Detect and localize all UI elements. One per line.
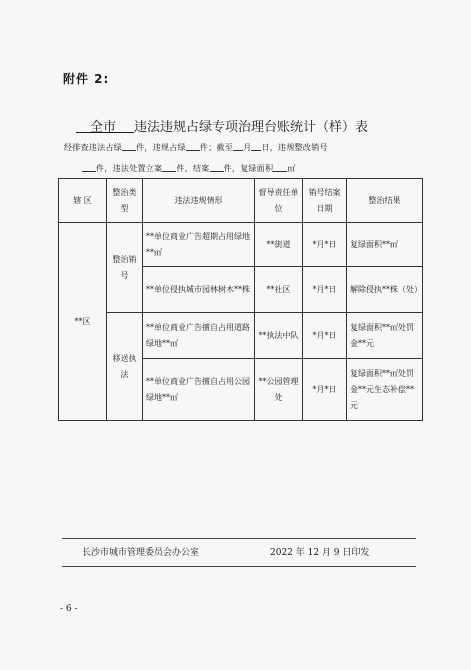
attachment-label: 附件 2: [63, 72, 110, 86]
header-date: 销号结案日期 [303, 179, 347, 223]
summary-text: 件，违规占绿 [136, 143, 186, 152]
summary-line-2 [82, 163, 442, 174]
type-cell-rectification: 整治销号 [107, 223, 143, 313]
fill-blank [210, 163, 224, 172]
header-district: 辖 区 [59, 179, 107, 223]
summary-text: 日，违规整改销号 [261, 143, 328, 152]
result-cell: 复绿面积**㎡ [347, 223, 423, 267]
situation-cell: **单位侵执城市园林树木**株 [143, 267, 255, 313]
statistics-table [58, 178, 423, 421]
date-cell: *月*日 [303, 359, 347, 421]
fill-blank [233, 142, 243, 151]
supervisor-cell: **公园管理处 [255, 359, 303, 421]
title-blank-post [116, 120, 134, 133]
situation-cell: **单位商业广告擅自占用公园绿地**㎡ [143, 359, 255, 421]
summary-text: 件，结案 [176, 164, 210, 173]
supervisor-cell: **街道 [255, 223, 303, 267]
table-row [59, 313, 423, 359]
header-situation: 违法违规情形 [143, 179, 255, 223]
date-cell: *月*日 [303, 223, 347, 267]
fill-blank [186, 142, 200, 151]
fill-blank [162, 163, 176, 172]
footer-divider-bottom [62, 566, 416, 567]
header-supervisor: 督导责任单位 [255, 179, 303, 223]
date-cell: *月*日 [303, 267, 347, 313]
footer-divider-top [62, 538, 416, 539]
table-header-row [59, 179, 423, 223]
title-city: 全市 [90, 120, 117, 135]
supervisor-cell: **社区 [255, 267, 303, 313]
fill-blank [122, 142, 136, 151]
summary-text: 月 [243, 143, 252, 152]
situation-cell: **单位商业广告超期占用绿地**㎡ [143, 223, 255, 267]
date-cell: *月*日 [303, 313, 347, 359]
summary-text: 件；截至 [199, 143, 234, 152]
supervisor-cell: **执法中队 [255, 313, 303, 359]
issue-date: 2022 年 12 月 9 日印发 [270, 548, 370, 558]
issuing-office: 长沙市城市管理委员会办公室 [82, 548, 200, 558]
summary-text: 件，违法处置立案 [96, 164, 163, 173]
table-title [76, 116, 406, 135]
header-type: 整治类型 [107, 179, 143, 223]
situation-cell: **单位商业广告擅自占用道路绿地**㎡ [143, 313, 255, 359]
fill-blank [251, 142, 261, 151]
result-cell: 复绿面积**㎡处罚金**元 [347, 313, 423, 359]
fill-blank [82, 163, 96, 172]
type-cell-enforcement: 移送执法 [107, 313, 143, 421]
summary-text: 经排查违法占绿 [64, 143, 123, 152]
district-cell: **区 [59, 223, 107, 421]
summary-text: 件，复绿面积 [223, 164, 274, 173]
title-blank-pre [76, 120, 90, 133]
title-text: 违法违规占绿专项治理台账统计（样）表 [134, 120, 369, 135]
page-number: - 6 - [60, 604, 78, 614]
summary-text: ㎡ [287, 164, 296, 173]
result-cell: 复绿面积**㎡处罚金**元生态补偿**元 [347, 359, 423, 421]
result-cell: 解除侵执**株（处） [347, 267, 423, 313]
summary-line-1 [64, 142, 424, 153]
header-result: 整治结果 [347, 179, 423, 223]
table-row [59, 223, 423, 267]
fill-blank [273, 163, 287, 172]
